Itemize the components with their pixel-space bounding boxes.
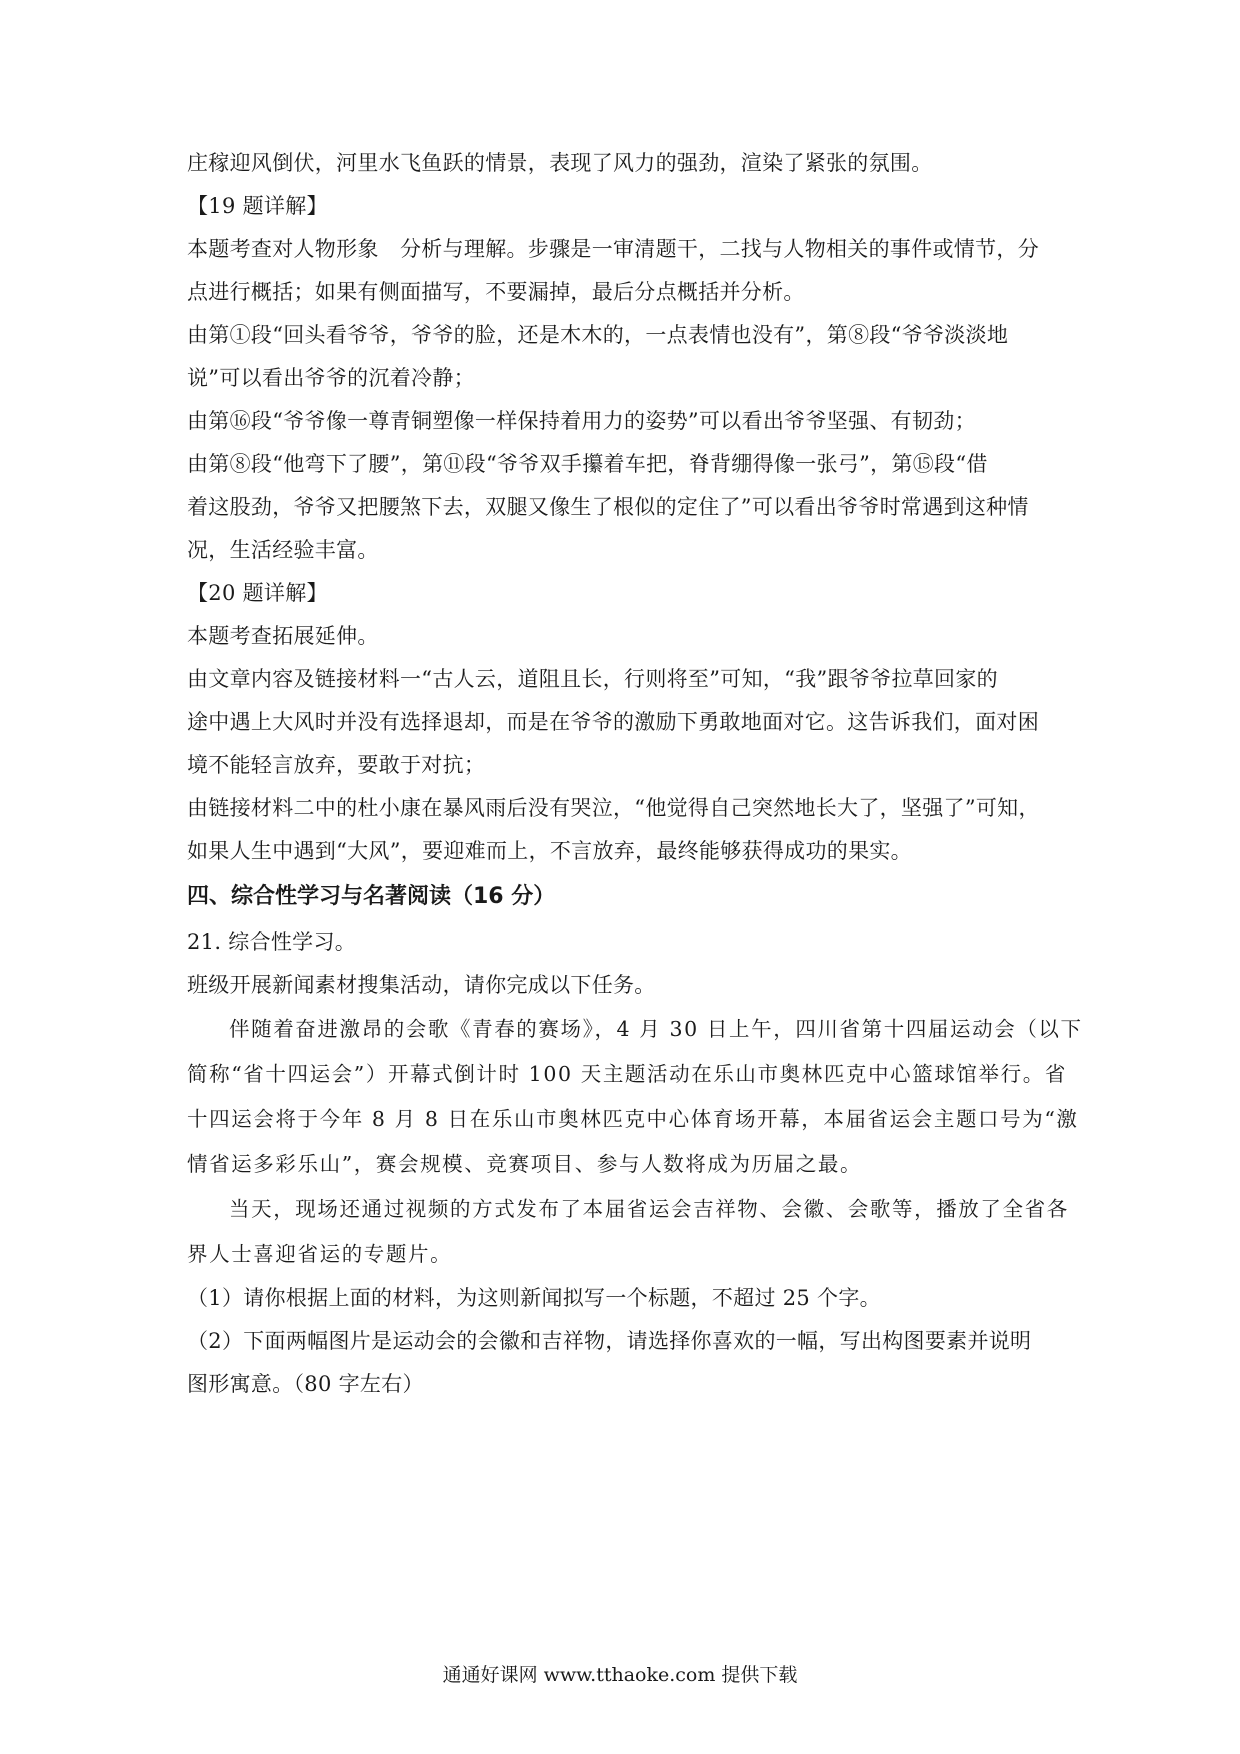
- news-line: 情省运多彩乐山”，赛会规模、竞赛项目、参与人数将成为历届之最。: [187, 1152, 863, 1176]
- question-21-tasks: [187, 1277, 1059, 1406]
- text-line: 况，生活经验丰富。: [187, 538, 379, 562]
- text-line: 着这股劲，爷爷又把腰煞下去，双腿又像生了根似的定住了”可以看出爷爷时常遇到这种情: [187, 495, 1029, 519]
- task-instruction: 班级开展新闻素材搜集活动，请你完成以下任务。: [187, 973, 656, 997]
- news-line: 简称“省十四运会”）开幕式倒计时 100 天主题活动在乐山市奥林匹克中心篮球馆举行。省: [187, 1062, 1067, 1086]
- news-line: 十四运会将于今年 8 月 8 日在乐山市奥林匹克中心体育场开幕，本届省运会主题口号为“激: [187, 1107, 1079, 1131]
- question-21-intro: [187, 921, 1059, 1007]
- text-line: 途中遇上大风时并没有选择退却，而是在爷爷的激励下勇敢地面对它。这告诉我们，面对困: [187, 710, 1039, 734]
- section-heading: 四、综合性学习与名著阅读（16 分）: [187, 884, 556, 909]
- page-footer: 通通好课网 www.tthaoke.com 提供下载: [442, 1664, 798, 1686]
- text-line: 由第⑧段“他弯下了腰”，第⑪段“爷爷双手攥着车把，脊背绷得像一张弓”，第⑮段“借: [187, 452, 988, 476]
- task-1: （1）请你根据上面的材料，为这则新闻拟写一个标题，不超过 25 个字。: [187, 1286, 881, 1310]
- text-line: 如果人生中遇到“大风”，要迎难而上，不言放弃，最终能够获得成功的果实。: [187, 839, 912, 863]
- text-line: 本题考查对人物形象 分析与理解。步骤是一审清题干，二找与人物相关的事件或情节，分: [187, 237, 1039, 261]
- question-21-label: 21. 综合性学习。: [187, 930, 357, 954]
- page-content: [187, 142, 1083, 1406]
- text-line: 本题考查拓展延伸。: [187, 624, 379, 648]
- text-line: 点进行概括；如果有侧面描写，不要漏掉，最后分点概括并分析。: [187, 280, 805, 304]
- text-line: 由第①段“回头看爷爷，爷爷的脸，还是木木的，一点表情也没有”，第⑧段“爷爷淡淡地: [187, 323, 1009, 347]
- question-19-label: 【19 题详解】: [187, 194, 328, 218]
- text-line: 境不能轻言放弃，要敢于对抗；: [187, 753, 486, 777]
- news-material: [187, 1007, 1083, 1277]
- text-line: 庄稼迎风倒伏，河里水飞鱼跃的情景，表现了风力的强劲，渲染了紧张的氛围。: [187, 151, 933, 175]
- answer-explanation-block: [187, 142, 1059, 873]
- text-line: 由链接材料二中的杜小康在暴风雨后没有哭泣，“他觉得自己突然地长大了，坚强了”可知，: [187, 796, 1040, 820]
- news-line: 伴随着奋进激昂的会歌《青春的赛场》，4 月 30 日上午，四川省第十四届运动会（以下: [229, 1017, 1083, 1041]
- task-2-continued: 图形寓意。（80 字左右）: [187, 1372, 424, 1396]
- question-20-label: 【20 题详解】: [187, 581, 328, 605]
- news-line: 界人士喜迎省运的专题片。: [187, 1242, 453, 1266]
- text-line: 说”可以看出爷爷的沉着冷静；: [187, 366, 475, 390]
- text-line: 由第⑯段“爷爷像一尊青铜塑像一样保持着用力的姿势”可以看出爷爷坚强、有韧劲；: [187, 409, 976, 433]
- news-line: 当天，现场还通过视频的方式发布了本届省运会吉祥物、会徽、会歌等，播放了全省各: [229, 1197, 1069, 1221]
- task-2: （2）下面两幅图片是运动会的会徽和吉祥物，请选择你喜欢的一幅，写出构图要素并说明: [187, 1329, 1032, 1353]
- text-line: 由文章内容及链接材料一“古人云，道阻且长，行则将至”可知，“我”跟爷爷拉草回家的: [187, 667, 998, 691]
